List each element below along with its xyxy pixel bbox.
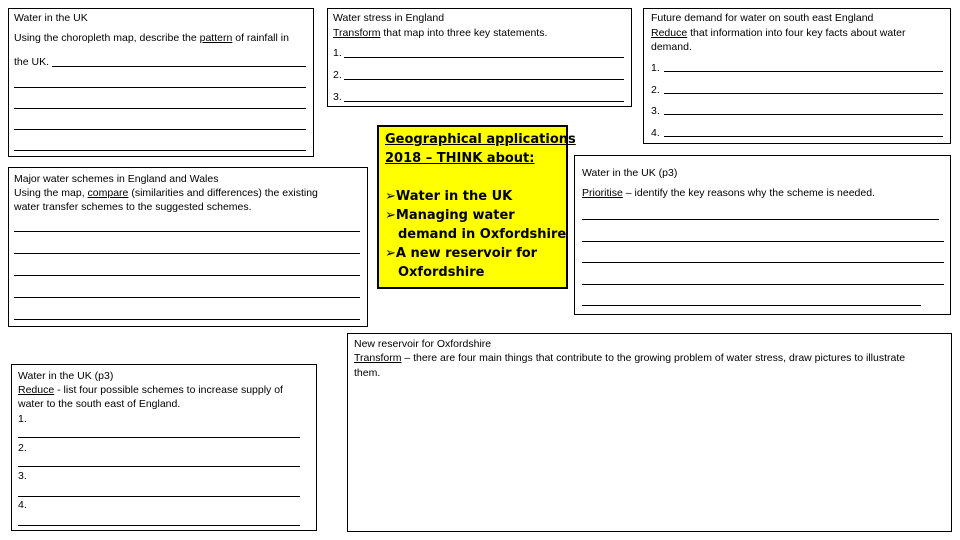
rainfall-prompt: Using the choropleth map, describe the pattern of rainfall in <box>14 32 289 44</box>
scheme-number: 3. <box>18 470 27 482</box>
answer-line[interactable] <box>344 101 624 102</box>
water-schemes-key-word: compare <box>87 187 129 199</box>
scheme-number: 1. <box>18 413 27 425</box>
think-bullet: ➢Managing water <box>385 208 515 223</box>
water-stress-title: Water stress in England <box>333 12 445 24</box>
statement-number: 3. <box>333 91 342 103</box>
answer-line[interactable] <box>14 231 360 232</box>
answer-line[interactable] <box>14 108 306 109</box>
answer-line[interactable] <box>344 79 624 80</box>
answer-line[interactable] <box>18 437 300 438</box>
answer-line[interactable] <box>52 66 306 67</box>
think-heading-line1: Geographical applications <box>385 132 576 147</box>
supply-schemes-prompt: Reduce - list four possible schemes to increase supply of <box>18 384 283 396</box>
answer-line[interactable] <box>664 93 943 94</box>
water-stress-key-word: Transform <box>333 27 381 39</box>
future-demand-title: Future demand for water on south east England <box>651 12 874 24</box>
arrow-bullet-icon: ➢ <box>385 246 396 261</box>
scheme-number: 4. <box>18 499 27 511</box>
future-demand-key-word: Reduce <box>651 27 688 39</box>
answer-line[interactable] <box>14 297 360 298</box>
think-bullet: ➢A new reservoir for <box>385 246 538 261</box>
answer-line[interactable] <box>18 466 300 467</box>
answer-line[interactable] <box>14 275 360 276</box>
answer-line[interactable] <box>14 319 360 320</box>
answer-line[interactable] <box>582 284 944 285</box>
rainfall-box-title: Water in the UK <box>14 12 88 24</box>
reservoir-prompt: Transform – there are four main things that contribute to the growing problem of water stress, draw pictures to illustrate <box>354 352 906 364</box>
answer-line[interactable] <box>344 57 624 58</box>
answer-line[interactable] <box>582 241 944 242</box>
future-demand-prompt-line2: demand. <box>651 41 692 53</box>
think-bullet: ➢Water in the UK <box>385 189 513 204</box>
answer-line[interactable] <box>582 219 939 220</box>
water-schemes-prompt-line2: water transfer schemes to the suggested schemes. <box>14 201 252 213</box>
think-bullet-cont: demand in Oxfordshire <box>398 227 567 242</box>
water-stress-prompt: Transform that map into three key statements. <box>333 27 548 39</box>
statement-number: 2. <box>333 69 342 81</box>
rainfall-key-word: pattern <box>199 32 233 44</box>
think-bullet-cont: Oxfordshire <box>398 265 485 280</box>
fact-number: 4. <box>651 127 660 139</box>
water-schemes-prompt: Using the map, compare (similarities and differences) the existing <box>14 187 318 199</box>
supply-schemes-key-word: Reduce <box>18 384 55 396</box>
prioritise-key-word: Prioritise <box>582 187 623 199</box>
fact-number: 2. <box>651 84 660 96</box>
reservoir-title: New reservoir for Oxfordshire <box>354 338 492 350</box>
answer-line[interactable] <box>14 87 306 88</box>
fact-number: 1. <box>651 62 660 74</box>
answer-line[interactable] <box>664 114 943 115</box>
answer-line[interactable] <box>582 305 921 306</box>
fact-number: 3. <box>651 105 660 117</box>
answer-line[interactable] <box>14 253 360 254</box>
supply-schemes-title: Water in the UK (p3) <box>18 370 114 382</box>
statement-number: 1. <box>333 47 342 59</box>
supply-schemes-prompt-line2: water to the south east of England. <box>18 398 181 410</box>
prioritise-prompt: Prioritise – identify the key reasons why the scheme is needed. <box>582 187 875 199</box>
rainfall-prompt-line2: the UK. <box>14 56 50 68</box>
answer-line[interactable] <box>664 71 943 72</box>
reservoir-key-word: Transform <box>354 352 402 364</box>
answer-line[interactable] <box>582 262 944 263</box>
answer-line[interactable] <box>14 150 306 151</box>
reservoir-prompt-line2: them. <box>354 367 381 379</box>
arrow-bullet-icon: ➢ <box>385 189 396 204</box>
answer-line[interactable] <box>18 496 300 497</box>
arrow-bullet-icon: ➢ <box>385 208 396 223</box>
future-demand-prompt: Reduce that information into four key facts about water <box>651 27 906 39</box>
answer-line[interactable] <box>18 525 300 526</box>
prioritise-title: Water in the UK (p3) <box>582 167 678 179</box>
think-heading-line2: 2018 – THINK about: <box>385 151 535 166</box>
scheme-number: 2. <box>18 442 27 454</box>
answer-line[interactable] <box>664 136 943 137</box>
water-schemes-title: Major water schemes in England and Wales <box>14 173 219 185</box>
answer-line[interactable] <box>14 129 306 130</box>
